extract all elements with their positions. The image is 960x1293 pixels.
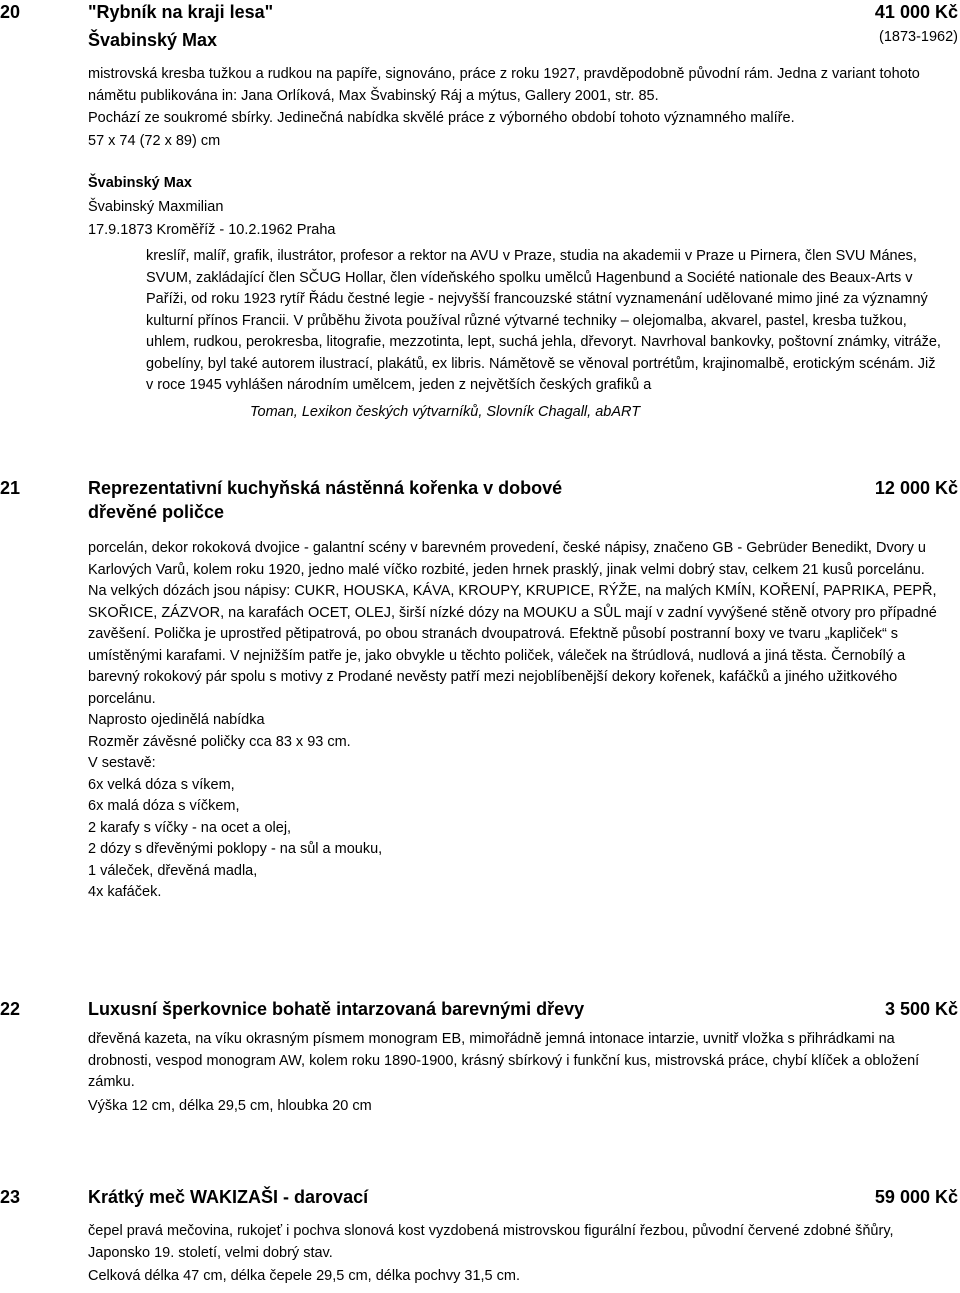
author-bio: kreslíř, malíř, grafik, ilustrátor, profesor a rektor na AVU v Praze, studia na akademii v Praze u Pirnera, člen SVU Mánes, SVUM, zakládající člen SČUG Hollar, člen vídeňského spolku umělců Hagenbund a Société nationale des Beaux-Arts v Paříži, od roku 1923 rytíř Řádu čestné legie - nejvyšší francouzské státní vyznamenání udělované mimo jiné za významný kulturní přínos Francii. V průběhu života používal různé výtvarné techniky – olejomalba, akvarel, pastel, kresba tužkou, uhlem, rudkou, perokresba, litografie, mezzotinta, lept, suchá jehla, dřevoryt. Navrhoval bankovky, poštovní známky, vitráže, gobelíny, byl také autorem ilustrací, plakátů, ex libris. Námětově se věnoval portrétům, krajinomalbě, erotickým scénám. Již v roce 1945 vyhlášen národním umělcem, jeden z největších českých grafiků a [146,248,941,393]
description-paragraph: Na velkých dózách jsou nápisy: CUKR, HOUSKA, KÁVA, KROUPY, KRUPICE, RÝŽE, na malých KMÍN, KOŘENÍ, PAPRIKA, PEPŘ, SKOŘICE, ZÁZVOR, na karafách OCET, OLEJ, širší nízké dózy na MOUKU a SŮL mají v zadní vyvýšené stěně otvory pro případné zavěšení. Polička je uprostřed pětipatrová, po obou stranách dvoupatrová. Efektně působí postranní boxy ve tvaru „kapliček“ s umístěnými karafami. V nejnižším patře je, jako obvykle u těchto poliček, váleček na štrúdlová, nudlová a jiná těsta. Černobílý a barevný rokokový pár spolu s motivy z Prodané nevěsty patří mezi nejoblíbenější dekory kořenek, kafáčků a jiného užitkového porcelánu. [88,583,937,707]
lot-title [88,997,584,1021]
author-fullname: Švabinský Maxmilian [88,198,224,215]
description-paragraph: Naprosto ojedinělá nabídka [88,712,265,728]
description-paragraph: Rozměr závěsné poličky cca 83 x 93 cm. [88,733,351,750]
lot-description [88,538,958,904]
list-item: 2 dózy s dřevěnými poklopy - na sůl a mouku, [88,841,383,857]
lot-price: 59 000 Kč [874,1187,958,1207]
lot-description [88,64,958,152]
lot-description [88,1029,958,1117]
author-block [88,173,958,242]
lot-number: 23 [0,1187,21,1207]
description-paragraph: mistrovská kresba tužkou a rudkou na papíře, signováno, práce z roku 1927, pravděpodobně původní rám. Jedna z variant tohoto námětu publikována in: Jana Orlíková, Max Švabinský Ráj a mýtus, Gallery 2001, str. 85. [88,66,920,104]
list-item: 1 váleček, dřevěná madla, [88,862,258,879]
lot-title-line: Krátký meč WAKIZAŠI - darovací [88,1187,369,1207]
lot-number: 20 [0,2,21,22]
lot-price: 12 000 Kč [874,478,958,498]
lot-number: 21 [0,478,21,498]
list-item: 6x velká dóza s víkem, [88,776,235,793]
lot-title [88,476,562,524]
lot-title-line: Luxusní šperkovnice bohatě intarzovaná barevnými dřevy [88,999,585,1019]
author-source: Toman, Lexikon českých výtvarníků, Slovník Chagall, abART [250,404,641,420]
lot-title [88,1185,368,1209]
author-heading: Švabinský Max [88,175,192,191]
description-paragraph: Výška 12 cm, délka 29,5 cm, hloubka 20 cm [88,1097,372,1114]
lot-title [88,0,273,52]
lot-price: 41 000 Kč [874,2,958,22]
description-paragraph: V sestavě: [88,755,156,771]
description-paragraph: porcelán, dekor rokoková dvojice - galantní scény v barevném provedení, české nápisy, značeno GB - Gebrüder Benedikt, Dvory u Karlových Varů, kolem roku 1920, jedno malé víčko rozbité, jeden hrnek prasklý, jinak velmi dobrý stav, celkem 21 kusů porcelánu. [88,540,926,578]
lot-title-line: Švabinský Max [88,30,218,50]
lot-title-line: Reprezentativní kuchyňská nástěnná kořenka v dobové [88,478,563,498]
description-paragraph: 57 x 74 (72 x 89) cm [88,132,221,149]
lot-price: 3 500 Kč [884,999,958,1019]
author-dates: 17.9.1873 Kroměříž - 10.2.1962 Praha [88,222,336,238]
lot-description [88,1221,958,1288]
lot-number: 22 [0,999,21,1019]
list-item: 4x kafáček. [88,884,162,900]
lot-years: (1873-1962) [879,29,958,45]
lot-title-line: dřevěné poličce [88,502,225,522]
list-item: 2 karafy s víčky - na ocet a olej, [88,819,292,836]
list-item: 6x malá dóza s víčkem, [88,798,240,814]
description-paragraph: dřevěná kazeta, na víku okrasným písmem monogram EB, mimořádně jemná intonace intarzie, uvnitř vložka s přihrádkami na drobnosti, vespod monogram AW, kolem roku 1890-1900, krásný sbírkový i funkční kus, mistrovská práce, chybí klíček a obložení zámku. [88,1031,920,1090]
description-paragraph: Celková délka 47 cm, délka čepele 29,5 cm, délka pochvy 31,5 cm. [88,1268,521,1284]
description-paragraph: Pochází ze soukromé sbírky. Jedinečná nabídka skvělé práce z výborného období tohoto významného malíře. [88,110,795,126]
description-paragraph: čepel pravá mečovina, rukojeť i pochva slonová kost vyzdobená mistrovskou figurální řezbou, původní červené zdobné šňůry, Japonsko 19. století, velmi dobrý stav. [88,1223,894,1261]
lot-title-line: "Rybník na kraji lesa" [88,2,274,22]
